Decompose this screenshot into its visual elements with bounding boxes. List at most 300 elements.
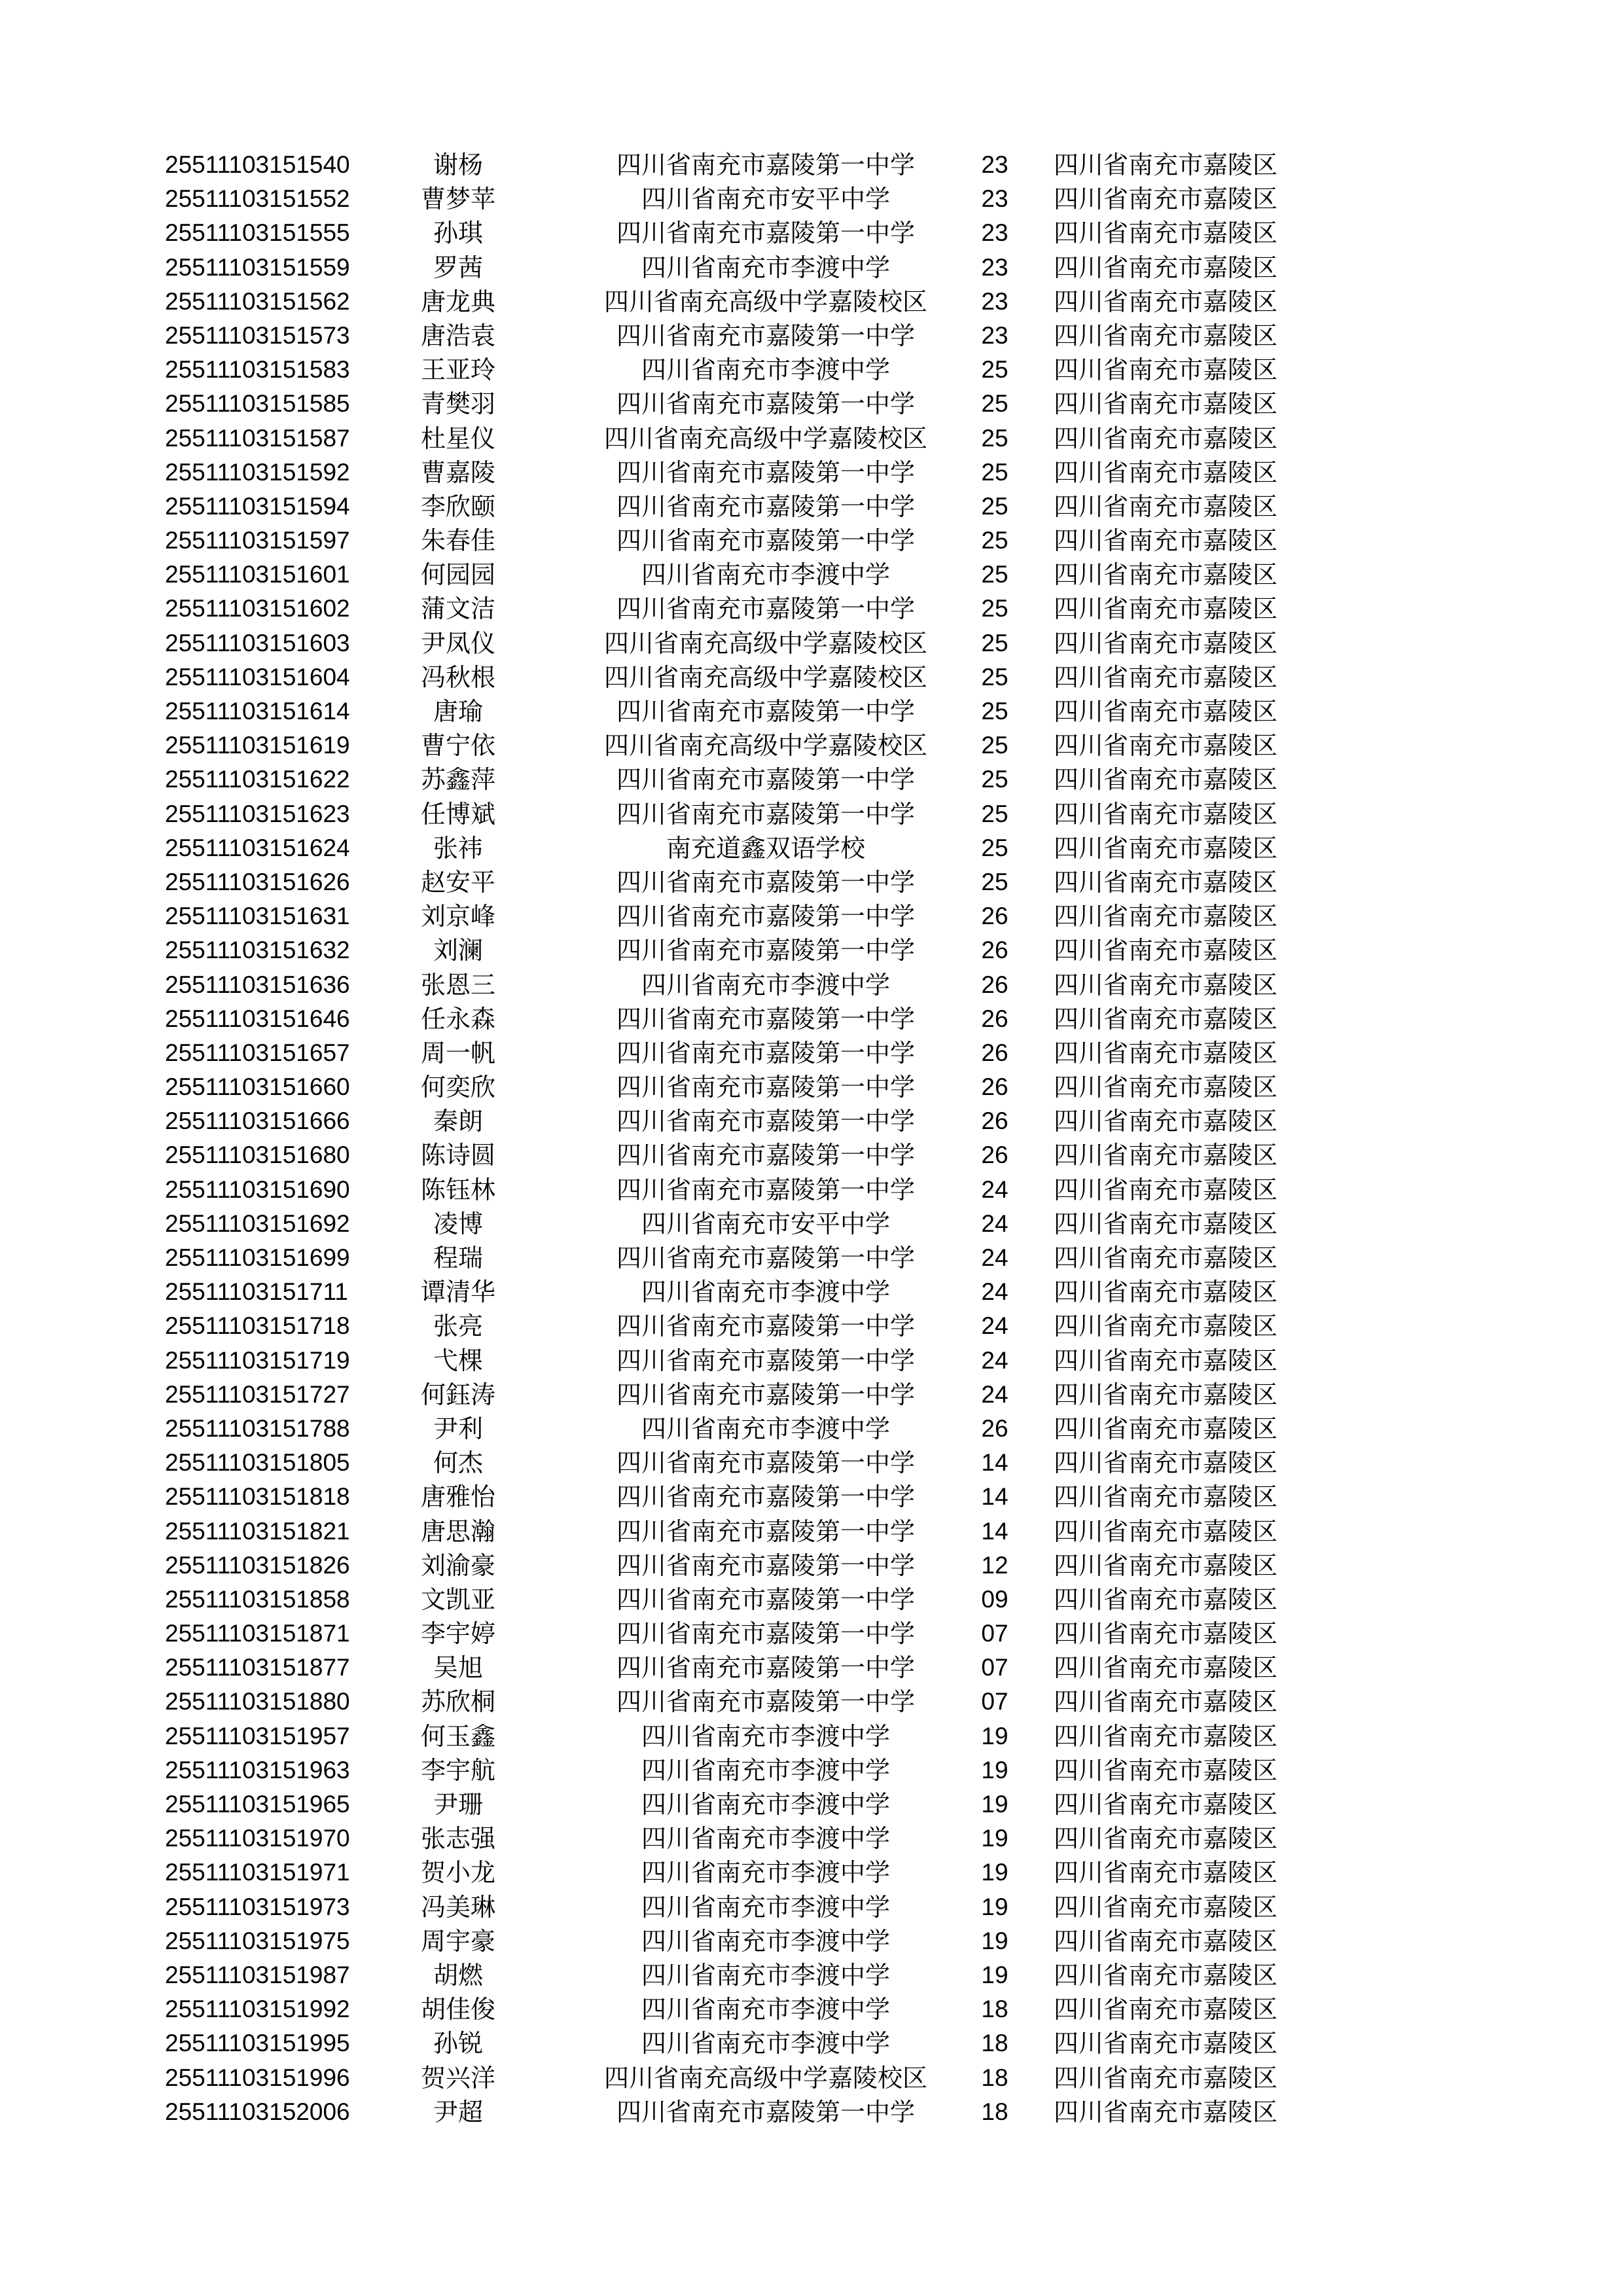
student-name: 朱春佳 — [420, 526, 495, 556]
school-name: 四川省南充市嘉陵第一中学 — [616, 1448, 915, 1478]
class-number: 25 — [981, 800, 1008, 827]
student-name: 青樊羽 — [420, 389, 495, 419]
table-row — [0, 660, 1623, 694]
student-id: 25511103151626 — [165, 868, 350, 895]
student-id: 25511103151718 — [165, 1312, 350, 1340]
region-name: 四川省南充市嘉陵区 — [1054, 1380, 1278, 1409]
class-number: 23 — [981, 253, 1008, 281]
student-name: 李宇婷 — [420, 1619, 495, 1649]
student-name: 唐浩袁 — [420, 321, 495, 350]
class-number: 25 — [981, 629, 1008, 656]
student-id: 25511103151594 — [165, 492, 350, 520]
school-name: 四川省南充市嘉陵第一中学 — [616, 321, 915, 350]
region-name: 四川省南充市嘉陵区 — [1054, 321, 1278, 350]
region-name: 四川省南充市嘉陵区 — [1054, 1960, 1278, 1990]
student-name: 杜星仪 — [420, 423, 495, 453]
school-name: 南充道鑫双语学校 — [666, 833, 865, 863]
student-name: 张志强 — [420, 1824, 495, 1854]
class-number: 25 — [981, 492, 1008, 520]
student-id: 25511103151987 — [165, 1961, 350, 1988]
student-name: 秦朗 — [433, 1107, 483, 1136]
class-number: 26 — [981, 1107, 1008, 1135]
class-number: 23 — [981, 219, 1008, 247]
student-name: 程瑞 — [433, 1244, 483, 1272]
table-row — [0, 251, 1623, 285]
student-name: 文凯亚 — [420, 1585, 495, 1614]
school-name: 四川省南充市嘉陵第一中学 — [616, 1516, 915, 1546]
region-name: 四川省南充市嘉陵区 — [1054, 219, 1278, 248]
region-name: 四川省南充市嘉陵区 — [1054, 936, 1278, 965]
region-name: 四川省南充市嘉陵区 — [1054, 970, 1278, 999]
student-id: 25511103151623 — [165, 800, 350, 827]
student-name: 曹梦苹 — [420, 185, 495, 214]
class-number: 26 — [981, 1005, 1008, 1032]
student-name: 罗茜 — [433, 253, 483, 282]
class-number: 25 — [981, 356, 1008, 384]
class-number: 18 — [981, 1996, 1008, 2023]
class-number: 25 — [981, 732, 1008, 759]
region-name: 四川省南充市嘉陵区 — [1054, 151, 1278, 179]
student-name: 弋棵 — [433, 1346, 483, 1375]
class-number: 25 — [981, 390, 1008, 418]
student-name: 凌博 — [433, 1209, 483, 1238]
school-name: 四川省南充市嘉陵第一中学 — [616, 1346, 915, 1375]
student-name: 任永森 — [420, 1004, 495, 1033]
school-name: 四川省南充市李渡中学 — [641, 1790, 890, 1819]
school-name: 四川省南充市嘉陵第一中学 — [616, 765, 915, 795]
table-row — [0, 1549, 1623, 1583]
student-id: 25511103151858 — [165, 1585, 350, 1613]
class-number: 09 — [981, 1585, 1008, 1613]
school-name: 四川省南充市嘉陵第一中学 — [616, 1585, 915, 1614]
table-row — [0, 1821, 1623, 1856]
student-id: 25511103151622 — [165, 766, 350, 793]
region-name: 四川省南充市嘉陵区 — [1054, 1073, 1278, 1102]
table-row — [0, 1207, 1623, 1241]
table-row — [0, 1275, 1623, 1309]
student-id: 25511103151603 — [165, 629, 350, 656]
class-number: 24 — [981, 1278, 1008, 1306]
class-number: 26 — [981, 1073, 1008, 1101]
student-id: 25511103151680 — [165, 1141, 350, 1169]
school-name: 四川省南充市嘉陵第一中学 — [616, 1653, 915, 1683]
table-row — [0, 1104, 1623, 1138]
table-row — [0, 1651, 1623, 1685]
region-name: 四川省南充市嘉陵区 — [1054, 2063, 1278, 2092]
school-name: 四川省南充市李渡中学 — [641, 970, 890, 999]
class-number: 26 — [981, 1039, 1008, 1066]
student-id: 25511103151657 — [165, 1039, 350, 1066]
student-name: 胡佳俊 — [420, 1995, 495, 2024]
table-row — [0, 558, 1623, 592]
region-name: 四川省南充市嘉陵区 — [1054, 1448, 1278, 1478]
region-name: 四川省南充市嘉陵区 — [1054, 1585, 1278, 1614]
class-number: 26 — [981, 903, 1008, 930]
student-name: 任博斌 — [420, 799, 495, 829]
student-name: 张亮 — [433, 1312, 483, 1341]
table-row — [0, 1002, 1623, 1036]
school-name: 四川省南充市嘉陵第一中学 — [616, 457, 915, 487]
school-name: 四川省南充市嘉陵第一中学 — [616, 1073, 915, 1102]
student-id: 25511103151619 — [165, 732, 350, 759]
student-id: 25511103151690 — [165, 1175, 350, 1203]
student-id: 25511103151559 — [165, 253, 350, 281]
student-id: 25511103151805 — [165, 1449, 350, 1477]
school-name: 四川省南充市嘉陵第一中学 — [616, 526, 915, 556]
table-row — [0, 1583, 1623, 1617]
student-name: 陈钰林 — [420, 1175, 495, 1204]
table-row — [0, 865, 1623, 899]
table-row — [0, 1138, 1623, 1172]
table-row — [0, 1446, 1623, 1480]
region-name: 四川省南充市嘉陵区 — [1054, 697, 1278, 726]
class-number: 14 — [981, 1483, 1008, 1511]
table-row — [0, 968, 1623, 1002]
school-name: 四川省南充市嘉陵第一中学 — [616, 1175, 915, 1204]
class-number: 19 — [981, 1859, 1008, 1886]
student-name: 吴旭 — [433, 1653, 483, 1683]
class-number: 25 — [981, 834, 1008, 861]
student-id: 25511103151660 — [165, 1073, 350, 1101]
region-name: 四川省南充市嘉陵区 — [1054, 1755, 1278, 1785]
region-name: 四川省南充市嘉陵区 — [1054, 287, 1278, 316]
class-number: 18 — [981, 2098, 1008, 2125]
class-number: 24 — [981, 1210, 1008, 1237]
class-number: 12 — [981, 1551, 1008, 1579]
class-number: 24 — [981, 1346, 1008, 1374]
student-name: 冯秋根 — [420, 662, 495, 692]
student-name: 刘京峰 — [420, 902, 495, 931]
school-name: 四川省南充高级中学嘉陵校区 — [603, 731, 927, 761]
table-row — [0, 1378, 1623, 1412]
student-name: 曹嘉陵 — [420, 457, 495, 487]
student-id: 25511103151624 — [165, 834, 350, 861]
table-row — [0, 626, 1623, 660]
class-number: 18 — [981, 2030, 1008, 2057]
student-id: 25511103151818 — [165, 1483, 350, 1511]
school-name: 四川省南充市嘉陵第一中学 — [616, 936, 915, 965]
table-row — [0, 2026, 1623, 2060]
school-name: 四川省南充高级中学嘉陵校区 — [603, 2063, 927, 2092]
student-name: 何杰 — [433, 1448, 483, 1478]
table-row — [0, 1924, 1623, 1958]
class-number: 25 — [981, 595, 1008, 622]
school-name: 四川省南充市嘉陵第一中学 — [616, 1482, 915, 1512]
table-row — [0, 456, 1623, 490]
region-name: 四川省南充市嘉陵区 — [1054, 1858, 1278, 1888]
table-row — [0, 1617, 1623, 1651]
school-name: 四川省南充市安平中学 — [641, 185, 890, 214]
table-row — [0, 797, 1623, 831]
school-name: 四川省南充市嘉陵第一中学 — [616, 1244, 915, 1272]
student-id: 25511103151975 — [165, 1927, 350, 1954]
class-number: 23 — [981, 185, 1008, 213]
region-name: 四川省南充市嘉陵区 — [1054, 867, 1278, 897]
class-number: 25 — [981, 766, 1008, 793]
table-row — [0, 1173, 1623, 1207]
region-name: 四川省南充市嘉陵区 — [1054, 799, 1278, 829]
student-id: 25511103151971 — [165, 1859, 350, 1886]
class-number: 19 — [981, 1791, 1008, 1818]
region-name: 四川省南充市嘉陵区 — [1054, 526, 1278, 556]
class-number: 26 — [981, 1141, 1008, 1169]
student-id: 25511103151788 — [165, 1414, 350, 1442]
student-name: 尹超 — [433, 2097, 483, 2126]
student-id: 25511103151821 — [165, 1517, 350, 1545]
table-row — [0, 1719, 1623, 1753]
table-row — [0, 216, 1623, 250]
student-name: 尹凤仪 — [420, 628, 495, 658]
student-id: 25511103151583 — [165, 356, 350, 384]
region-name: 四川省南充市嘉陵区 — [1054, 1551, 1278, 1580]
school-name: 四川省南充市李渡中学 — [641, 2029, 890, 2058]
student-name: 谭清华 — [420, 1278, 495, 1307]
student-id: 25511103151601 — [165, 561, 350, 588]
student-id: 25511103151585 — [165, 390, 350, 418]
class-number: 23 — [981, 321, 1008, 349]
student-name: 李欣颐 — [420, 492, 495, 521]
student-name: 唐瑜 — [433, 697, 483, 726]
table-row — [0, 2061, 1623, 2095]
student-name: 冯美琳 — [420, 1892, 495, 1922]
school-name: 四川省南充市嘉陵第一中学 — [616, 1141, 915, 1170]
student-name: 孙琪 — [433, 219, 483, 248]
table-row — [0, 1309, 1623, 1343]
class-number: 24 — [981, 1312, 1008, 1340]
school-name: 四川省南充市嘉陵第一中学 — [616, 1380, 915, 1409]
region-name: 四川省南充市嘉陵区 — [1054, 492, 1278, 521]
region-name: 四川省南充市嘉陵区 — [1054, 902, 1278, 931]
class-number: 25 — [981, 458, 1008, 486]
student-id: 25511103151877 — [165, 1654, 350, 1681]
student-id: 25511103151692 — [165, 1210, 350, 1237]
student-id: 25511103151711 — [165, 1278, 348, 1306]
student-id: 25511103151604 — [165, 663, 350, 691]
school-name: 四川省南充市李渡中学 — [641, 1892, 890, 1922]
class-number: 14 — [981, 1517, 1008, 1545]
student-name: 王亚玲 — [420, 355, 495, 385]
region-name: 四川省南充市嘉陵区 — [1054, 457, 1278, 487]
table-row — [0, 2095, 1623, 2129]
class-number: 25 — [981, 561, 1008, 588]
table-row — [0, 1753, 1623, 1787]
student-name: 胡燃 — [433, 1960, 483, 1990]
class-number: 25 — [981, 868, 1008, 895]
student-name: 孙锐 — [433, 2029, 483, 2058]
region-name: 四川省南充市嘉陵区 — [1054, 1038, 1278, 1067]
class-number: 07 — [981, 1620, 1008, 1647]
student-id: 25511103151973 — [165, 1893, 350, 1920]
student-id: 25511103151646 — [165, 1005, 350, 1032]
school-name: 四川省南充市李渡中学 — [641, 1721, 890, 1751]
region-name: 四川省南充市嘉陵区 — [1054, 1926, 1278, 1956]
school-name: 四川省南充高级中学嘉陵校区 — [603, 628, 927, 658]
region-name: 四川省南充市嘉陵区 — [1054, 1995, 1278, 2024]
table-row — [0, 592, 1623, 626]
school-name: 四川省南充市李渡中学 — [641, 1414, 890, 1443]
student-name: 刘渝豪 — [420, 1551, 495, 1580]
table-row — [0, 353, 1623, 387]
student-name: 陈诗圆 — [420, 1141, 495, 1170]
school-name: 四川省南充市李渡中学 — [641, 1995, 890, 2024]
class-number: 24 — [981, 1175, 1008, 1203]
school-name: 四川省南充市嘉陵第一中学 — [616, 1107, 915, 1136]
school-name: 四川省南充市李渡中学 — [641, 1858, 890, 1888]
student-name: 刘澜 — [433, 936, 483, 965]
region-name: 四川省南充市嘉陵区 — [1054, 1107, 1278, 1136]
student-name: 蒲文洁 — [420, 594, 495, 624]
student-id: 25511103151826 — [165, 1551, 350, 1579]
student-name: 苏欣桐 — [420, 1687, 495, 1717]
class-number: 24 — [981, 1380, 1008, 1408]
student-name: 何鈺涛 — [420, 1380, 495, 1409]
school-name: 四川省南充市嘉陵第一中学 — [616, 151, 915, 179]
school-name: 四川省南充市李渡中学 — [641, 355, 890, 385]
student-id: 25511103151880 — [165, 1688, 350, 1715]
school-name: 四川省南充市嘉陵第一中学 — [616, 2097, 915, 2126]
region-name: 四川省南充市嘉陵区 — [1054, 389, 1278, 419]
region-name: 四川省南充市嘉陵区 — [1054, 1687, 1278, 1717]
class-number: 25 — [981, 424, 1008, 452]
table-row — [0, 1480, 1623, 1514]
student-id: 25511103151636 — [165, 971, 350, 998]
class-number: 19 — [981, 1927, 1008, 1954]
student-id: 25511103151587 — [165, 424, 350, 452]
table-row — [0, 1412, 1623, 1446]
class-number: 26 — [981, 937, 1008, 964]
school-name: 四川省南充市嘉陵第一中学 — [616, 594, 915, 624]
region-name: 四川省南充市嘉陵区 — [1054, 1653, 1278, 1683]
school-name: 四川省南充市安平中学 — [641, 1209, 890, 1238]
student-name: 赵安平 — [420, 867, 495, 897]
class-number: 25 — [981, 663, 1008, 691]
student-name: 何玉鑫 — [420, 1721, 495, 1751]
table-row — [0, 524, 1623, 558]
student-name: 张恩三 — [420, 970, 495, 999]
school-name: 四川省南充市嘉陵第一中学 — [616, 1551, 915, 1580]
class-number: 19 — [981, 1722, 1008, 1749]
table-row — [0, 387, 1623, 421]
table-row — [0, 422, 1623, 456]
region-name: 四川省南充市嘉陵区 — [1054, 2097, 1278, 2126]
table-row — [0, 762, 1623, 797]
student-id: 25511103151602 — [165, 595, 350, 622]
table-row — [0, 1036, 1623, 1070]
school-name: 四川省南充高级中学嘉陵校区 — [603, 423, 927, 453]
student-id: 25511103151614 — [165, 698, 350, 725]
student-name: 周一帆 — [420, 1038, 495, 1067]
school-name: 四川省南充市嘉陵第一中学 — [616, 1038, 915, 1067]
class-number: 07 — [981, 1688, 1008, 1715]
student-id: 25511103151965 — [165, 1791, 350, 1818]
student-name: 谢杨 — [433, 151, 483, 179]
student-id: 25511103151631 — [165, 903, 350, 930]
student-name: 唐雅怡 — [420, 1482, 495, 1512]
table-row — [0, 285, 1623, 319]
region-name: 四川省南充市嘉陵区 — [1054, 1209, 1278, 1238]
class-number: 23 — [981, 151, 1008, 178]
school-name: 四川省南充市李渡中学 — [641, 1960, 890, 1990]
student-list-table — [0, 148, 1623, 2129]
school-name: 四川省南充市李渡中学 — [641, 253, 890, 282]
school-name: 四川省南充市嘉陵第一中学 — [616, 389, 915, 419]
class-number: 24 — [981, 1244, 1008, 1271]
student-name: 贺小龙 — [420, 1858, 495, 1888]
student-id: 25511103151562 — [165, 287, 350, 315]
table-row — [0, 1685, 1623, 1719]
school-name: 四川省南充市李渡中学 — [641, 1755, 890, 1785]
region-name: 四川省南充市嘉陵区 — [1054, 1414, 1278, 1443]
region-name: 四川省南充市嘉陵区 — [1054, 628, 1278, 658]
school-name: 四川省南充市嘉陵第一中学 — [616, 1004, 915, 1033]
student-id: 25511103151573 — [165, 321, 350, 349]
class-number: 18 — [981, 2064, 1008, 2091]
region-name: 四川省南充市嘉陵区 — [1054, 662, 1278, 692]
table-row — [0, 1992, 1623, 2026]
school-name: 四川省南充市嘉陵第一中学 — [616, 902, 915, 931]
table-row — [0, 831, 1623, 865]
region-name: 四川省南充市嘉陵区 — [1054, 1312, 1278, 1341]
school-name: 四川省南充市李渡中学 — [641, 1926, 890, 1956]
student-id: 25511103151555 — [165, 219, 350, 247]
region-name: 四川省南充市嘉陵区 — [1054, 1721, 1278, 1751]
student-id: 25511103151699 — [165, 1244, 350, 1271]
student-name: 尹利 — [433, 1414, 483, 1443]
table-row — [0, 899, 1623, 933]
school-name: 四川省南充市李渡中学 — [641, 1824, 890, 1854]
class-number: 25 — [981, 527, 1008, 554]
class-number: 23 — [981, 287, 1008, 315]
class-number: 26 — [981, 971, 1008, 998]
student-name: 周宇豪 — [420, 1926, 495, 1956]
student-id: 25511103151963 — [165, 1756, 350, 1784]
class-number: 19 — [981, 1825, 1008, 1852]
region-name: 四川省南充市嘉陵区 — [1054, 185, 1278, 214]
student-id: 25511103151970 — [165, 1825, 350, 1852]
region-name: 四川省南充市嘉陵区 — [1054, 253, 1278, 282]
region-name: 四川省南充市嘉陵区 — [1054, 594, 1278, 624]
student-name: 李宇航 — [420, 1755, 495, 1785]
region-name: 四川省南充市嘉陵区 — [1054, 1346, 1278, 1375]
student-name: 唐思瀚 — [420, 1516, 495, 1546]
student-id: 25511103151552 — [165, 185, 350, 213]
table-row — [0, 1515, 1623, 1549]
class-number: 19 — [981, 1756, 1008, 1784]
class-number: 07 — [981, 1654, 1008, 1681]
region-name: 四川省南充市嘉陵区 — [1054, 355, 1278, 385]
school-name: 四川省南充市嘉陵第一中学 — [616, 1619, 915, 1649]
table-row — [0, 182, 1623, 216]
student-name: 张祎 — [433, 833, 483, 863]
class-number: 19 — [981, 1961, 1008, 1988]
student-name: 贺兴洋 — [420, 2063, 495, 2092]
student-id: 25511103151992 — [165, 1996, 350, 2023]
region-name: 四川省南充市嘉陵区 — [1054, 1619, 1278, 1649]
table-row — [0, 694, 1623, 728]
class-number: 26 — [981, 1414, 1008, 1442]
region-name: 四川省南充市嘉陵区 — [1054, 1824, 1278, 1854]
region-name: 四川省南充市嘉陵区 — [1054, 1892, 1278, 1922]
region-name: 四川省南充市嘉陵区 — [1054, 1482, 1278, 1512]
class-number: 19 — [981, 1893, 1008, 1920]
student-name: 何奕欣 — [420, 1073, 495, 1102]
student-id: 25511103151666 — [165, 1107, 350, 1135]
student-name: 曹宁依 — [420, 731, 495, 761]
student-id: 25511103151592 — [165, 458, 350, 486]
school-name: 四川省南充市嘉陵第一中学 — [616, 1687, 915, 1717]
school-name: 四川省南充市李渡中学 — [641, 1278, 890, 1307]
table-row — [0, 148, 1623, 182]
